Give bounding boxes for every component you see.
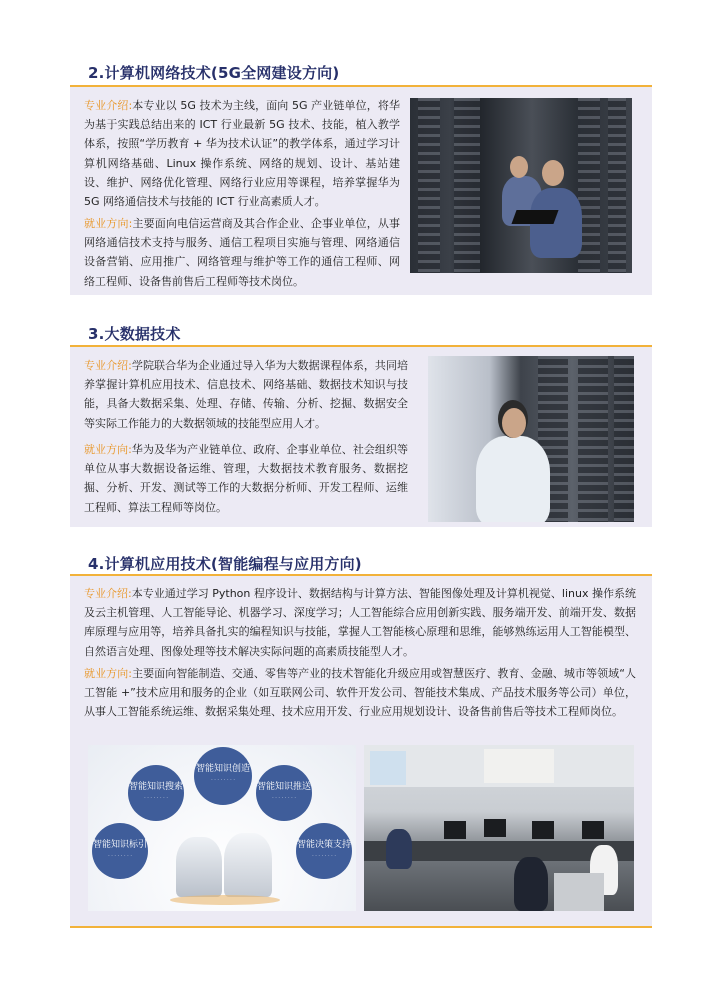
intro-paragraph [84, 584, 636, 661]
ai-infographic [88, 745, 356, 911]
infographic-bubble: 智能知识搜索 · · · · · · · · [128, 765, 184, 821]
intro-label: 专业介绍: [84, 99, 133, 112]
career-label: 就业方向: [84, 217, 133, 230]
section-title-network: 2.计算机网络技术(5G全网建设方向) [88, 64, 340, 82]
career-label: 就业方向: [84, 667, 132, 680]
infographic-bubble: 智能知识推送 · · · · · · · · [256, 765, 312, 821]
career-text: 华为及华为产业链单位、政府、企事业单位、社会组织等单位从事大数据设备运维、管理，大数据技术教育服务、数据挖掘、分析、开发、测试等工作的大数据分析师、开发工程师、运维工程师、算法工程师等岗位。 [84, 443, 408, 514]
section-rule [70, 926, 652, 928]
career-paragraph [84, 440, 408, 517]
classroom-photo [364, 745, 634, 911]
career-label: 就业方向: [84, 443, 132, 456]
intro-text: 本专业通过学习 Python 程序设计、数据结构与计算方法、智能图像处理及计算机视觉、linux 操作系统及云主机管理、人工智能导论、机器学习、深度学习；人工智能综合应用创新实践、服务端开发、前端开发、数据库原理与应用等，培养具备扎实的编程知识与技能，掌握人工智能核心原理和思维，能够熟练运用人工智能模型、自然语言处理、图像处理等技术解决实际问题的高素质技能型人才。 [84, 587, 636, 658]
intro-text: 学院联合华为企业通过导入华为大数据课程体系，共同培养掌握计算机应用技术、信息技术、网络基础、数据技术知识与技能，具备大数据采集、处理、存储、传输、分析、挖掘、数据安全等实际工作能力的大数据领域的技能型应用人才。 [84, 359, 408, 430]
server-room-photo [410, 98, 632, 273]
intro-paragraph [84, 96, 400, 211]
intro-label: 专业介绍: [84, 359, 132, 372]
intro-label: 专业介绍: [84, 587, 132, 600]
career-paragraph [84, 664, 636, 722]
engineer-rack-photo [428, 356, 634, 522]
section-title-ai: 4.计算机应用技术(智能编程与应用方向) [88, 555, 362, 573]
intro-text: 本专业以 5G 技术为主线，面向 5G 产业链单位，将华为基于实践总结出来的 ICT 行业最新 5G 技术、技能，植入教学体系，按照“学历教育 + 华为技术认证”的教学体系，通过学习计算机网络基础、Linux 操作系统、网络的规划、设计、基站建设、维护、网络优化管理、网络行业应用等课程，培养掌握华为 5G 网络通信技术与技能的 ICT 行业高素质人才。 [84, 99, 400, 209]
infographic-bubble: 智能决策支持 · · · · · · · · [296, 823, 352, 879]
section-title-bigdata: 3.大数据技术 [88, 325, 181, 343]
career-text: 主要面向电信运营商及其合作企业、企事业单位，从事网络通信技术支持与服务、通信工程项目实施与管理、网络通信设备营销、应用推广、网络管理与维护等工作的通信工程师、网络工程师、设备售前售后工程师等技术岗位。 [84, 217, 400, 288]
career-text: 主要面向智能制造、交通、零售等产业的技术智能化升级应用或智慧医疗、教育、金融、城市等领域“人工智能 +”技术应用和服务的企业（如互联网公司、软件开发公司、智能技术集成、产品技术服务等公司）单位，从事人工智能系统运维、数据采集处理、技术应用开发、行业应用规划设计、设备售前售后等技术工程师岗位。 [84, 667, 636, 719]
infographic-bubble: 智能知识创造 · · · · · · · · [194, 747, 252, 805]
career-paragraph [84, 214, 400, 291]
intro-paragraph [84, 356, 408, 433]
infographic-bubble: 智能知识标引 · · · · · · · · [92, 823, 148, 879]
